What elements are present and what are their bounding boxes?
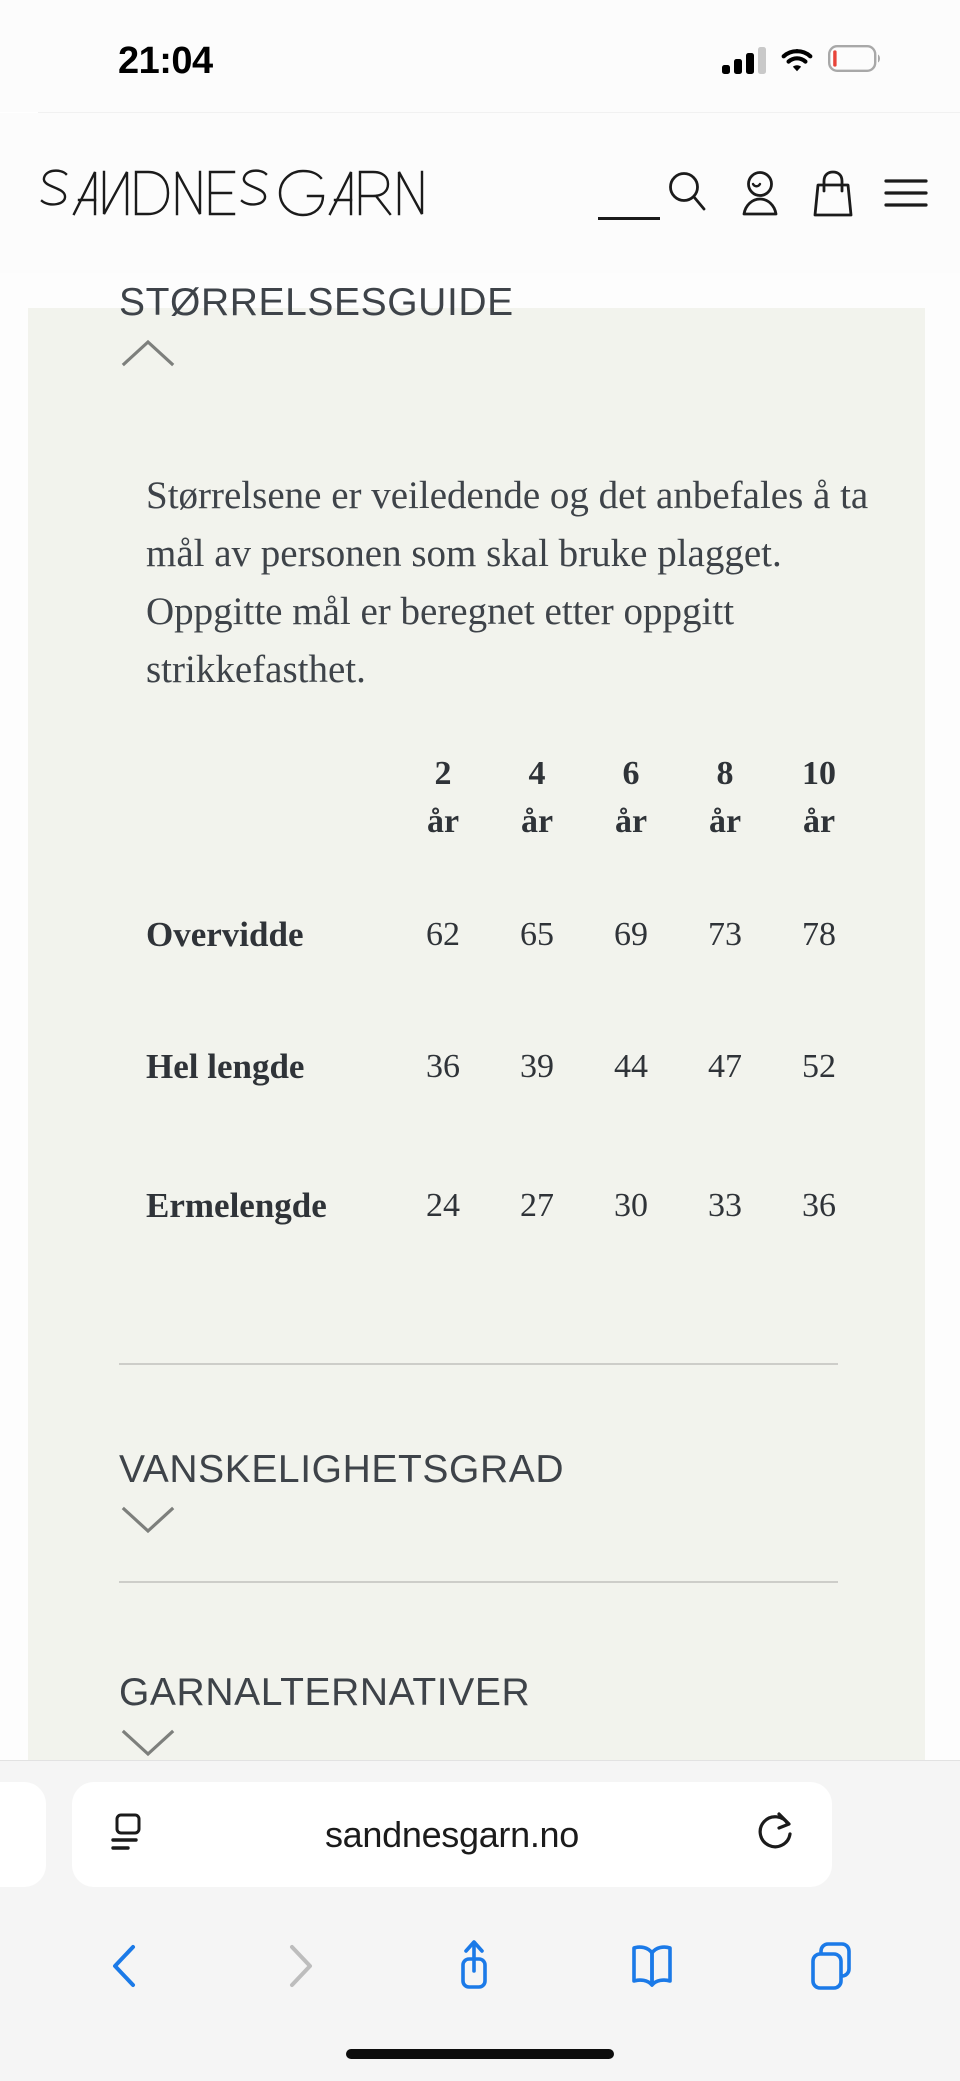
share-icon[interactable] — [449, 1937, 499, 1995]
table-cell: 24 — [426, 1186, 460, 1224]
row-label: Ermelengde — [146, 1185, 327, 1225]
wifi-icon — [780, 46, 814, 77]
table-header-cell — [772, 750, 866, 872]
accordion-storrelsesguide — [28, 283, 925, 375]
adjacent-tab-peek[interactable] — [0, 1782, 46, 1887]
header-unit: år — [708, 803, 742, 840]
safari-toolbar — [0, 1916, 960, 2016]
table-cell: 47 — [708, 1047, 742, 1085]
header-number: 8 — [716, 755, 734, 792]
battery-low-icon — [828, 45, 882, 77]
row-label: Overvidde — [146, 914, 304, 954]
size-guide-table-head — [146, 750, 866, 872]
table-header-row — [146, 750, 866, 872]
scrolled-content-peek — [126, 106, 176, 112]
forward-chevron-icon — [276, 1939, 322, 1993]
status-bar-time: 21:04 — [118, 39, 213, 82]
chevron-up-icon[interactable] — [119, 357, 177, 374]
shopping-bag-icon[interactable] — [810, 168, 856, 218]
table-row — [146, 1136, 866, 1275]
accordion-divider — [119, 1581, 838, 1583]
table-cell: 30 — [614, 1186, 648, 1224]
table-row — [146, 997, 866, 1136]
table-cell: 44 — [614, 1047, 648, 1085]
table-cell: 78 — [802, 915, 836, 953]
header-unit: år — [802, 803, 836, 840]
row-label: Hel lengde — [146, 1046, 305, 1086]
table-cell: 27 — [520, 1186, 554, 1224]
bookmarks-book-icon[interactable] — [626, 1939, 678, 1993]
search-input-line[interactable] — [598, 190, 660, 220]
safari-bottom-bar — [0, 1760, 960, 2081]
product-accordion-card — [28, 281, 925, 1760]
size-guide-table-body — [146, 872, 866, 1275]
accordion-divider — [119, 1363, 838, 1365]
status-bar-icons — [722, 45, 882, 77]
chevron-down-icon[interactable] — [119, 1747, 177, 1760]
table-cell: 36 — [802, 1186, 836, 1224]
reload-icon[interactable] — [754, 1808, 798, 1861]
home-indicator — [346, 2049, 614, 2059]
user-account-icon[interactable] — [736, 168, 784, 218]
table-header-cell — [678, 750, 772, 872]
sandnes-garn-logo[interactable] — [38, 162, 458, 224]
accordion-vanskelighetsgrad[interactable] — [28, 1450, 925, 1542]
table-cell: 33 — [708, 1186, 742, 1224]
chevron-down-icon[interactable] — [119, 1524, 177, 1541]
ios-status-bar — [0, 0, 960, 112]
safari-tab-strip — [0, 1782, 898, 1887]
page-settings-aa-icon[interactable] — [106, 1807, 150, 1862]
hamburger-menu-icon[interactable] — [882, 173, 930, 213]
size-guide-intro-text: Størrelsene er veiledende og det anbefales å ta mål av personen som skal bruke plagget. Oppgitte mål er beregnet etter oppgitt strikkefasthet. — [146, 474, 869, 691]
header-actions — [598, 167, 930, 220]
header-unit: år — [520, 803, 554, 840]
accordion-garnalternativer[interactable] — [28, 1673, 925, 1760]
table-header-cell — [490, 750, 584, 872]
size-guide-table — [146, 750, 866, 1275]
table-cell: 73 — [708, 915, 742, 953]
table-cell: 39 — [520, 1047, 554, 1085]
table-cell: 65 — [520, 915, 554, 953]
accordion-storrelsesguide-title: STØRRELSESGUIDE — [119, 281, 514, 324]
header-number: 4 — [528, 755, 546, 792]
accordion-vanskelighetsgrad-title: VANSKELIGHETSGRAD — [119, 1448, 565, 1491]
search-icon[interactable] — [664, 167, 710, 220]
accordion-storrelsesguide-header[interactable] — [28, 283, 925, 375]
header-number: 10 — [802, 755, 836, 792]
webpage-viewport — [0, 273, 960, 1760]
accordion-garnalternativer-header[interactable] — [28, 1673, 925, 1760]
table-cell: 62 — [426, 915, 460, 953]
url-bar[interactable] — [72, 1782, 832, 1887]
table-corner-cell — [146, 750, 396, 872]
header-number: 6 — [622, 755, 640, 792]
tabs-icon[interactable] — [805, 1938, 857, 1994]
table-header-cell — [396, 750, 490, 872]
header-unit: år — [426, 803, 460, 840]
search-input[interactable] — [598, 167, 710, 220]
table-header-cell — [584, 750, 678, 872]
table-cell: 69 — [614, 915, 648, 953]
table-cell: 36 — [426, 1047, 460, 1085]
cellular-signal-icon — [722, 48, 766, 74]
accordion-garnalternativer-title: GARNALTERNATIVER — [119, 1671, 531, 1714]
site-header — [0, 113, 960, 273]
accordion-vanskelighetsgrad-header[interactable] — [28, 1450, 925, 1542]
header-number: 2 — [434, 755, 452, 792]
table-row — [146, 872, 866, 997]
header-unit: år — [614, 803, 648, 840]
table-cell: 52 — [802, 1047, 836, 1085]
url-text[interactable]: sandnesgarn.no — [324, 1813, 579, 1855]
back-chevron-icon[interactable] — [103, 1939, 149, 1993]
